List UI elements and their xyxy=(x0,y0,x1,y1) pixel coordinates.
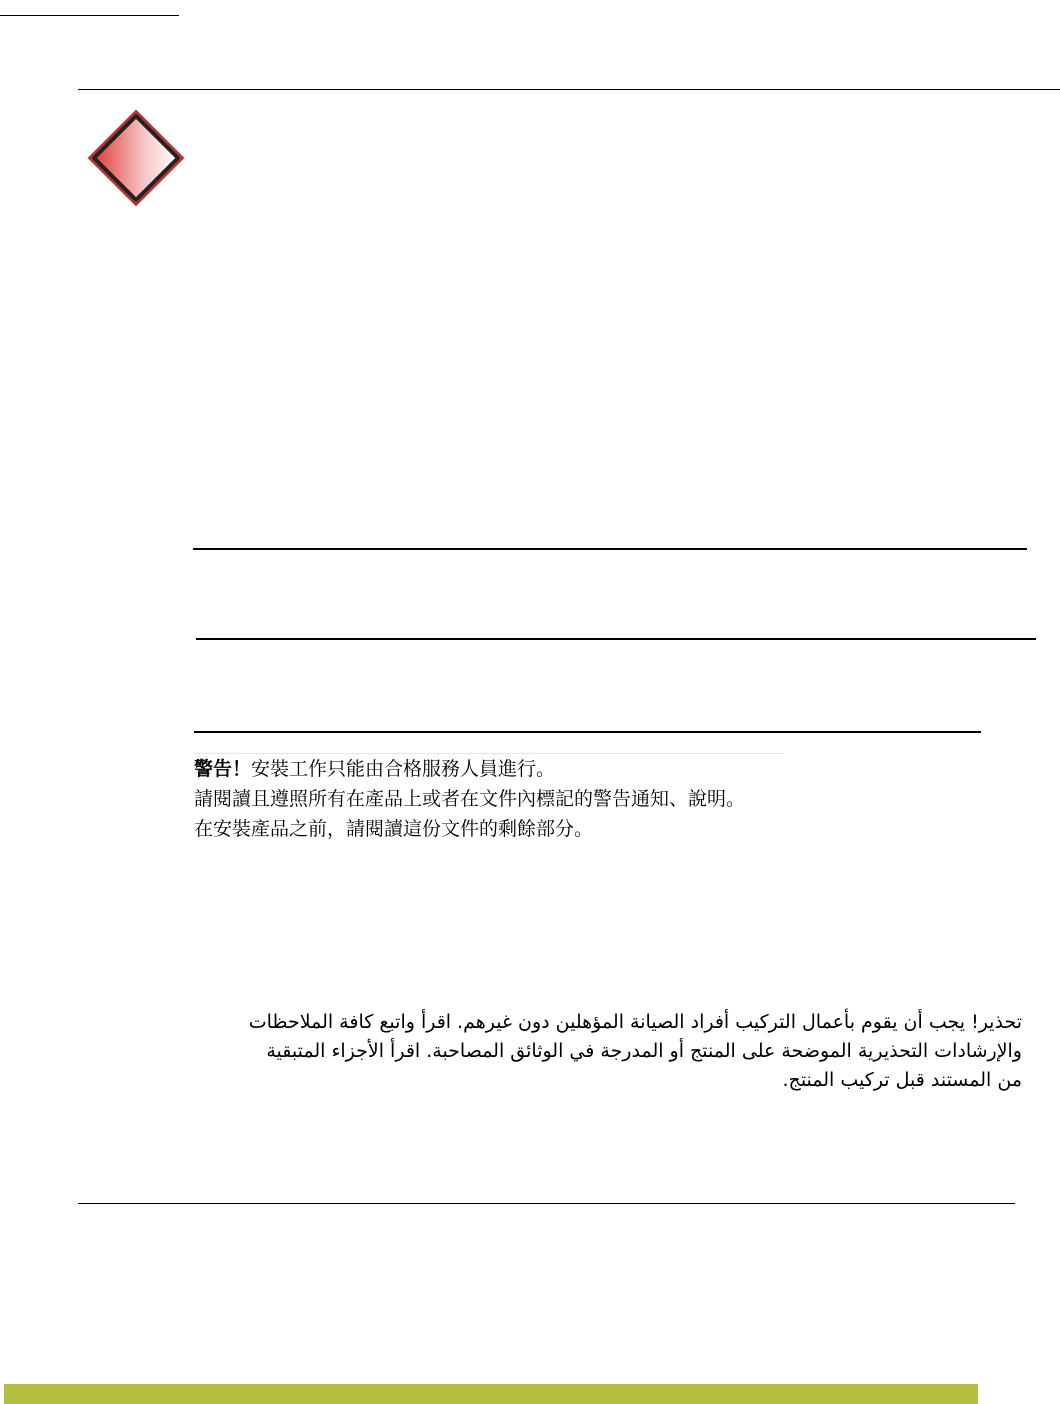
footer-bar xyxy=(4,1384,978,1404)
chinese-warning-text: 安裝工作只能由合格服務人員進行。 xyxy=(251,758,556,780)
chinese-warning-block xyxy=(194,753,784,844)
section-rule xyxy=(193,548,1027,550)
footer-rule xyxy=(78,1203,1015,1204)
warning-diamond-icon xyxy=(86,108,186,208)
chinese-warning-title: 警告！ xyxy=(194,758,252,780)
chinese-warning-line: 請閱讀且遵照所有在產品上或者在文件內標記的警告通知、說明。 xyxy=(194,788,746,810)
section-rule xyxy=(196,638,1036,640)
chinese-warning-line: 在安裝產品之前，請閱讀這份文件的剩餘部分。 xyxy=(194,818,594,840)
chinese-warning-line xyxy=(194,754,784,784)
arabic-warning-block: تحذير! يجب أن يقوم بأعمال التركيب أفراد الصيانة المؤهلين دون غيرهم. اقرأ واتبع كافة الملاحظات والإرشادات التحذيرية الموضحة على المنتج أو المدرجة في الوثائق المصاحبة. اقرأ الأجزاء المتبقية من المستند قبل تركيب المنتج. xyxy=(248,1011,1022,1091)
header-short-rule xyxy=(0,15,179,16)
header-rule xyxy=(78,89,1060,90)
section-rule xyxy=(194,731,981,733)
